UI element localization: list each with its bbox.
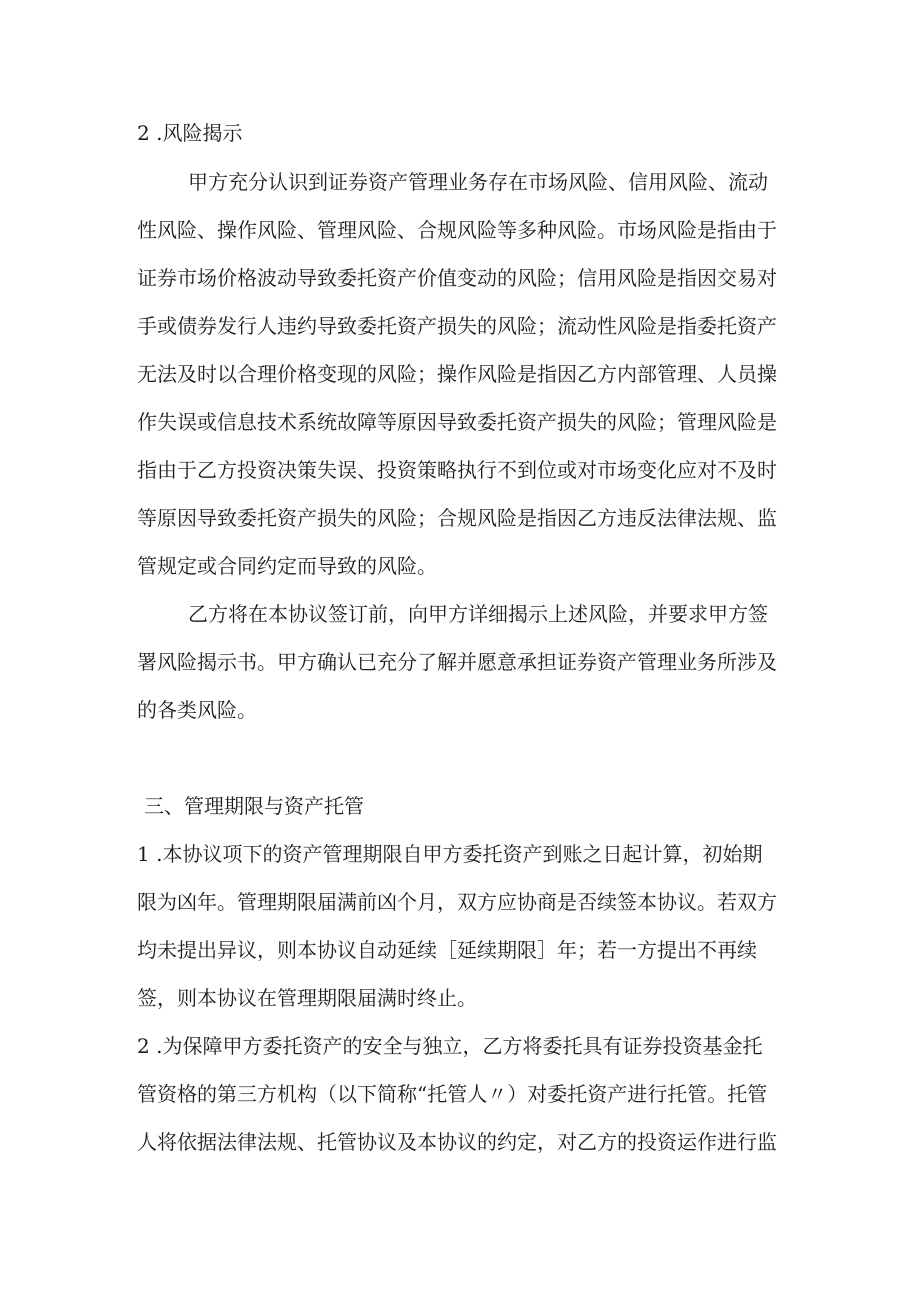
paragraph-line: 管规定或合同约定而导致的风险。 <box>137 554 437 578</box>
paragraph-line: 管资格的第三方机构（以下简称“托管人〃）对委托资产进行托管。托管 <box>137 1082 768 1106</box>
paragraph-line: 无法及时以合理价格变现的风险；操作风险是指因乙方内部管理、人员操 <box>137 362 777 386</box>
paragraph-line: 的各类风险。 <box>137 698 257 722</box>
paragraph-line: 等原因导致委托资产损失的风险；合规风险是指因乙方违反法律法规、监 <box>137 506 777 530</box>
risk-heading: 2 .风险揭示 <box>137 121 243 145</box>
paragraph-line: 署风险揭示书。甲方确认已充分了解并愿意承担证券资产管理业务所涉及 <box>137 650 777 674</box>
paragraph-line: 均未提出异议，则本协议自动延续［延续期限］年；若一方提出不再续 <box>137 938 757 962</box>
paragraph-line: 甲方充分认识到证券资产管理业务存在市场风险、信用风险、流动 <box>188 170 768 194</box>
paragraph-line: 性风险、操作风险、管理风险、合规风险等多种风险。市场风险是指由于 <box>137 218 777 242</box>
section-3-heading: 三、管理期限与资产托管 <box>144 794 364 818</box>
paragraph-line: 签，则本协议在管理期限届满时终止。 <box>137 986 477 1010</box>
paragraph-line: 2 .为保障甲方委托资产的安全与独立，乙方将委托具有证券投资基金托 <box>137 1034 763 1058</box>
paragraph-line: 乙方将在本协议签订前，向甲方详细揭示上述风险，并要求甲方签 <box>188 602 768 626</box>
paragraph-line: 人将依据法律法规、托管协议及本协议的约定，对乙方的投资运作进行监 <box>137 1130 777 1154</box>
paragraph-line: 限为凶年。管理期限届满前凶个月，双方应协商是否续签本协议。若双方 <box>137 890 777 914</box>
paragraph-line: 手或债券发行人违约导致委托资产损失的风险；流动性风险是指委托资产 <box>137 314 777 338</box>
paragraph-line: 1 .本协议项下的资产管理期限自甲方委托资产到账之日起计算，初始期 <box>137 842 763 866</box>
paragraph-line: 作失误或信息技术系统故障等原因导致委托资产损失的风险；管理风险是 <box>137 410 777 434</box>
paragraph-line: 指由于乙方投资决策失误、投资策略执行不到位或对市场变化应对不及时 <box>137 458 777 482</box>
paragraph-line: 证券市场价格波动导致委托资产价值变动的风险；信用风险是指因交易对 <box>137 266 777 290</box>
